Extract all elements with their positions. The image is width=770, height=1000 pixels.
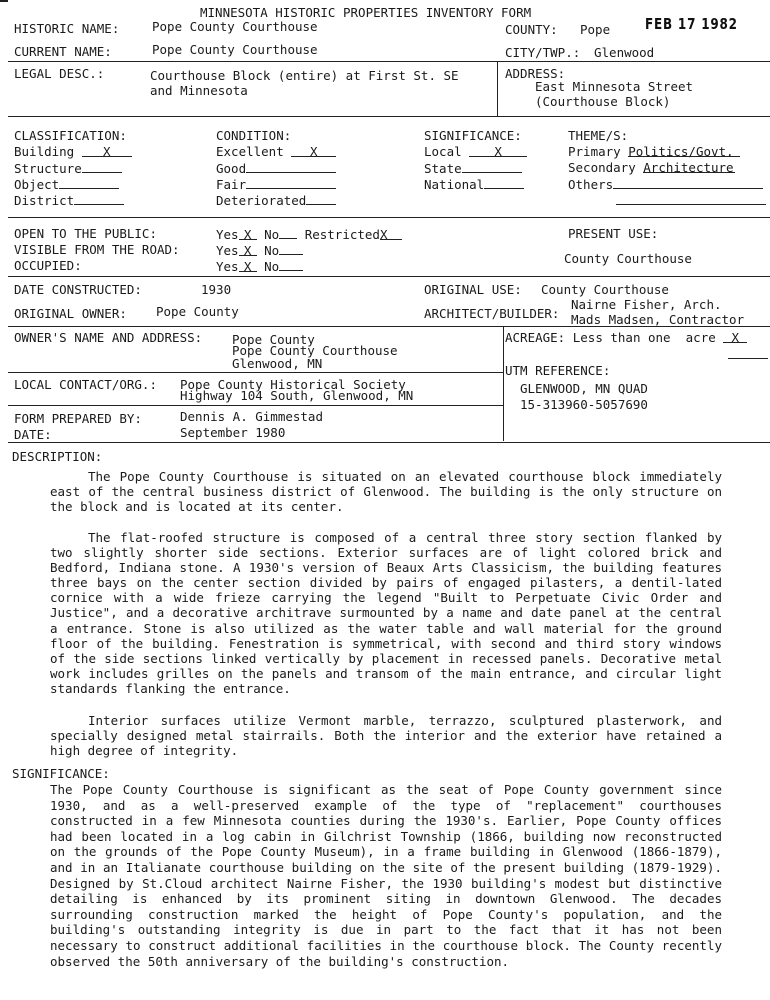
significance-local: Local X <box>424 144 527 159</box>
classification-object: Object <box>14 176 119 192</box>
significance-label: SIGNIFICANCE: <box>12 766 110 781</box>
architect-label: ARCHITECT/BUILDER: <box>424 306 560 321</box>
legal-desc-line-1: Courthouse Block (entire) at First St. SE <box>150 68 459 83</box>
occupied-label: OCCUPIED: <box>14 258 82 273</box>
acreage-line <box>728 346 768 362</box>
corner-mark <box>0 0 8 2</box>
architect-line-2: Mads Madsen, Contractor <box>571 312 745 327</box>
owner-line-1: Pope County <box>232 332 315 347</box>
divider <box>8 116 770 117</box>
legal-desc-label: LEGAL DESC.: <box>14 66 105 81</box>
local-contact-line-2: Highway 104 South, Glenwood, MN <box>180 388 414 403</box>
acreage-row: ACREAGE: Less than one acre X <box>505 330 747 345</box>
classification-district: District <box>14 192 124 208</box>
county-label: COUNTY: <box>505 22 558 37</box>
form-title: MINNESOTA HISTORIC PROPERTIES INVENTORY FORM <box>200 5 532 20</box>
condition-label: CONDITION: <box>216 128 292 143</box>
divider <box>8 217 770 218</box>
condition-excellent: Excellent X <box>216 144 336 159</box>
theme-others: Others <box>568 176 763 192</box>
divider <box>8 276 770 277</box>
owner-line-3: Glenwood, MN <box>232 356 323 371</box>
significance-state: State <box>424 160 522 176</box>
address-line-2: (Courthouse Block) <box>535 94 671 109</box>
significance-paragraph: The Pope County Courthouse is significant as the seat of Pope County government since 1930, and as a well-preserved example of the type of "replacement" courthouses constructed in a few Minnesota counties during the 1930's. Earlier, Pope County offices had been located in a log cabin in Gilchrist Township (1866, building now reconstructed on the grounds of the Pope County Museum), in a frame building in Glenwood (1866-1879), and in an Italianate courthouse building on the site of the present building (1879-1929). Designed by St.Cloud architect Nairne Fisher, the 1930 building's modest but distinctive detailing is enhanced by its prominent siting in downtown Glenwood. The decades surrounding construction marked the height of Pope County's population, and the building's outstanding integrity is due in part to the fact that it has not been necessary to construct additional facilities in the courthouse block. The County recently observed the 50th anniversary of the building's construction. <box>50 782 722 969</box>
current-name-label: CURRENT NAME: <box>14 44 112 59</box>
date-constructed-value: 1930 <box>201 282 232 297</box>
divider <box>8 405 503 406</box>
utm-label: UTM REFERENCE: <box>505 363 611 378</box>
classification-structure: Structure <box>14 160 122 176</box>
significance-level-label: SIGNIFICANCE: <box>424 128 522 143</box>
historic-name-value: Pope County Courthouse <box>152 19 318 34</box>
description-paragraph-2: The flat-roofed structure is composed of a central three story section flanked by two slightly shorter side sections. Exterior surfaces are of light colored brick and Bedford, Indiana stone. A 1930's version of Beaux Arts Classicism, the building features three bays on the center section divided by pairs of engaged pilasters, a dentil-lated cornice with a wide frieze carrying the legend "Built to Perpetuate Civic Order and Justice", and a decorative architrave surmounted by a name and date panel at the central a entrance. Stone is also utilized as the water table and wall material for the ground floor of the building. Fenestration is symmetrical, with second and third story windows of the side sections linked vertically by placement in recessed panels. Decorative metal work includes grilles on the panels and transom of the main entrance, and circular light standards flanking the entrance. <box>50 530 722 696</box>
original-owner-value: Pope County <box>156 304 239 319</box>
divider <box>8 61 770 62</box>
current-name-value: Pope County Courthouse <box>152 42 318 57</box>
condition-deteriorated: Deteriorated <box>216 192 336 208</box>
description-paragraph-3: Interior surfaces utilize Vermont marble, terrazzo, sculptured plasterwork, and specially designed metal stairrails. Both the interior and the exterior have retained a high degree of integrity. <box>50 713 722 759</box>
present-use-value: County Courthouse <box>564 251 692 266</box>
address-line-1: East Minnesota Street <box>535 79 694 94</box>
historic-name-label: HISTORIC NAME: <box>14 21 120 36</box>
divider <box>8 326 770 327</box>
divider <box>497 61 498 116</box>
condition-good: Good <box>216 160 336 176</box>
divider <box>8 442 770 443</box>
divider <box>503 326 504 441</box>
visible-road-label: VISIBLE FROM THE ROAD: <box>14 242 180 257</box>
form-date-label: DATE: <box>14 427 52 442</box>
form-date-value: September 1980 <box>180 425 286 440</box>
prepared-by-label: FORM PREPARED BY: <box>14 411 142 426</box>
owner-label: OWNER'S NAME AND ADDRESS: <box>14 330 203 345</box>
theme-secondary: Secondary Architecture <box>568 160 734 175</box>
original-use-label: ORIGINAL USE: <box>424 282 522 297</box>
theme-others-line <box>616 192 766 208</box>
original-owner-label: ORIGINAL OWNER: <box>14 306 127 321</box>
description-label: DESCRIPTION: <box>12 449 103 464</box>
legal-desc-line-2: and Minnesota <box>150 83 248 98</box>
classification-building: Building X <box>14 144 132 159</box>
condition-fair: Fair <box>216 176 336 192</box>
city-label: CITY/TWP.: <box>505 45 581 60</box>
local-contact-line-1: Pope County Historical Society <box>180 377 406 392</box>
classification-label: CLASSIFICATION: <box>14 128 127 143</box>
present-use-label: PRESENT USE: <box>568 226 659 241</box>
owner-line-2: Pope County Courthouse <box>232 343 398 358</box>
prepared-by-value: Dennis A. Gimmestad <box>180 409 323 424</box>
architect-line-1: Nairne Fisher, Arch. <box>571 297 722 312</box>
significance-national: National <box>424 176 524 192</box>
themes-label: THEME/S: <box>568 128 629 143</box>
address-label: ADDRESS: <box>505 66 566 81</box>
theme-primary: Primary Politics/Govt. <box>568 144 740 159</box>
city-value: Glenwood <box>594 45 655 60</box>
utm-reference: 15-313960-5057690 <box>520 397 648 412</box>
description-paragraph-1: The Pope County Courthouse is situated on an elevated courthouse block immediately east of the central business district of Glenwood. The building is the only structure on the block and is located at its center. <box>50 469 722 515</box>
utm-quad: GLENWOOD, MN QUAD <box>520 381 648 396</box>
local-contact-label: LOCAL CONTACT/ORG.: <box>14 377 157 392</box>
date-constructed-label: DATE CONSTRUCTED: <box>14 282 142 297</box>
original-use-value: County Courthouse <box>541 282 669 297</box>
county-value: Pope <box>580 22 611 37</box>
open-public-options: Yes X No RestrictedX <box>216 226 402 242</box>
visible-road-options: Yes X No <box>216 242 303 258</box>
divider <box>8 372 503 373</box>
open-public-label: OPEN TO THE PUBLIC: <box>14 226 157 241</box>
date-stamp: FEB 17 1982 <box>645 15 738 33</box>
occupied-options: Yes X No <box>216 258 303 274</box>
